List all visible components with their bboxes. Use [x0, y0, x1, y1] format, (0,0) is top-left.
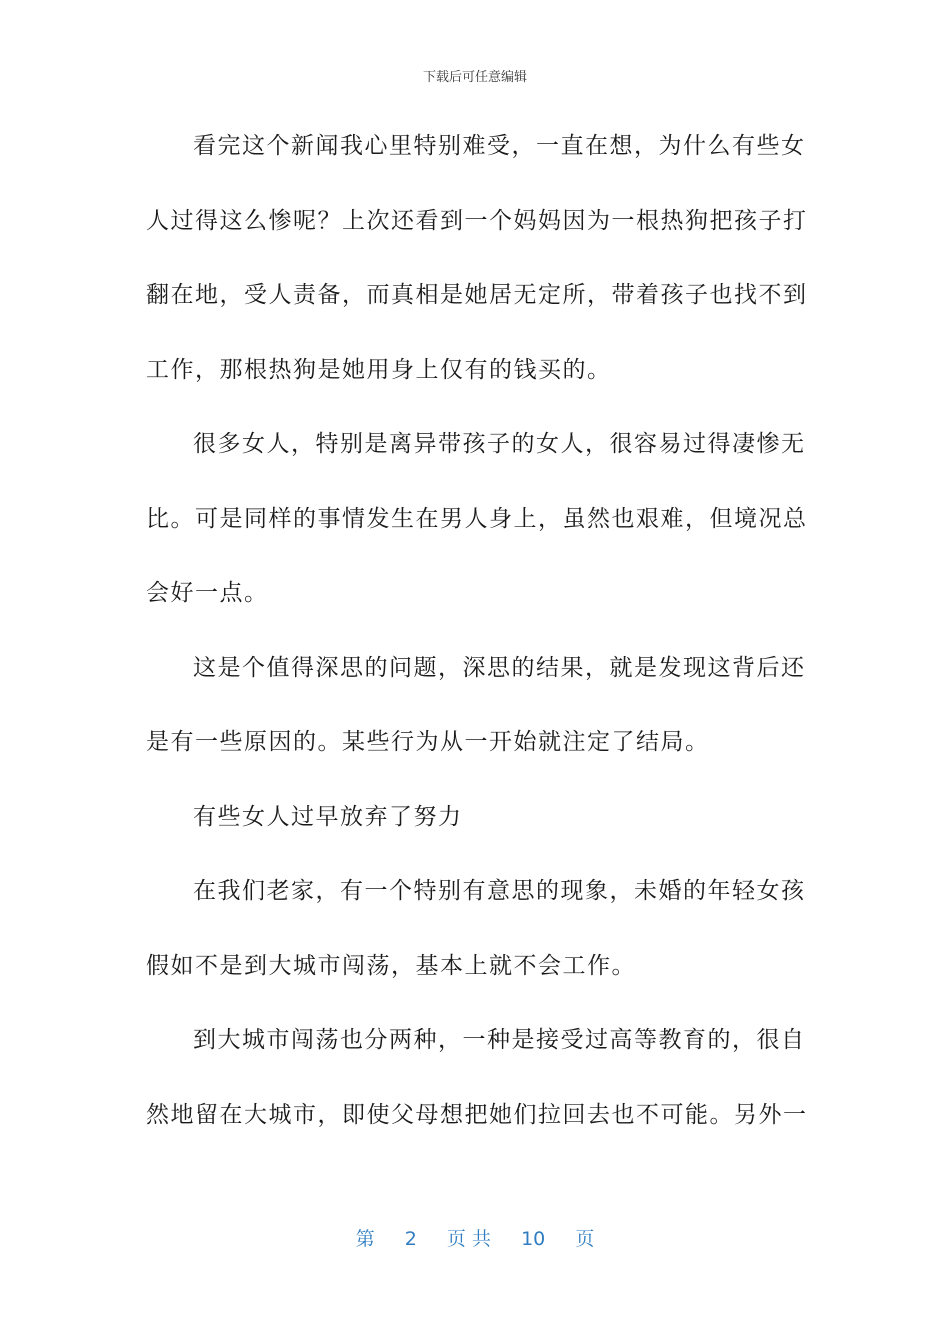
footer-prefix: 第 [355, 1228, 375, 1250]
section-heading: 有些女人过早放弃了努力 [193, 803, 463, 830]
page-header: 下载后可任意编辑 [422, 70, 527, 85]
text-line: 假如不是到大城市闯荡，基本上就不会工作。 [146, 952, 636, 979]
text-line: 翻在地，受人责备，而真相是她居无定所，带着孩子也找不到 [146, 282, 808, 308]
text-line: 在我们老家，有一个特别有意思的现象，未婚的年轻女孩 [193, 878, 806, 904]
page-footer [0, 1224, 950, 1251]
footer-suffix: 页 [575, 1228, 595, 1250]
text-line: 然地留在大城市，即使父母想把她们拉回去也不可能。另外一 [146, 1101, 808, 1128]
text-line: 工作，那根热狗是她用身上仅有的钱买的。 [146, 356, 612, 383]
text-line: 是有一些原因的。某些行为从一开始就注定了结局。 [146, 729, 710, 755]
current-page-number: 2 [404, 1228, 417, 1250]
text-line: 人过得这么惨呢？上次还看到一个妈妈因为一根热狗把孩子打 [146, 207, 808, 234]
total-pages-number: 10 [521, 1228, 546, 1250]
footer-middle: 页 共 [446, 1228, 491, 1250]
document-body [146, 126, 808, 1169]
text-line: 到大城市闯荡也分两种，一种是接受过高等教育的，很自 [193, 1027, 806, 1053]
text-line: 看完这个新闻我心里特别难受，一直在想，为什么有些女 [193, 133, 806, 159]
text-line: 比。可是同样的事情发生在男人身上，虽然也艰难，但境况总 [146, 505, 808, 532]
text-line: 这是个值得深思的问题，深思的结果，就是发现这背后还 [193, 654, 806, 681]
text-line: 会好一点。 [146, 580, 269, 606]
text-line: 很多女人，特别是离异带孩子的女人，很容易过得凄惨无 [193, 431, 806, 457]
